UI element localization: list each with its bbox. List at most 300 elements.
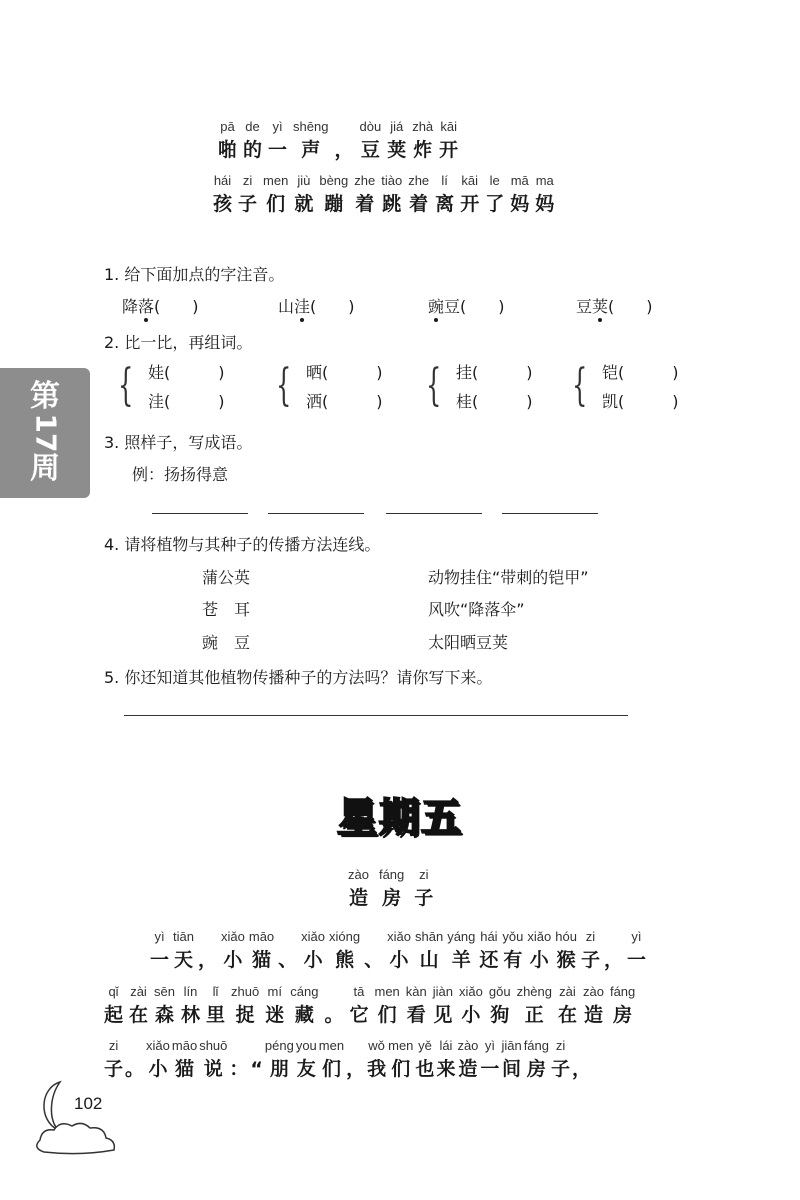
question-1-item[interactable] <box>122 294 199 317</box>
ruby-char <box>243 118 262 164</box>
hanzi: 我 <box>367 1058 387 1080</box>
pinyin: fáng <box>523 1038 549 1053</box>
pinyin: gǒu <box>488 984 511 999</box>
ruby-char <box>367 1037 386 1083</box>
story-line-3 <box>104 1037 591 1083</box>
hanzi: 还 <box>479 949 499 971</box>
ruby-char <box>173 928 194 974</box>
ruby-char <box>447 928 475 974</box>
pinyin: yì <box>272 119 283 134</box>
q1-text: 降 <box>122 297 139 316</box>
question-1-item[interactable] <box>278 294 355 317</box>
compare-word[interactable]: 娃( ) <box>148 363 225 382</box>
hanzi: 藏 <box>294 1004 314 1026</box>
ruby-char <box>558 983 577 1029</box>
ruby-char <box>433 983 453 1029</box>
pinyin: zi <box>419 867 429 882</box>
hanzi: 开 <box>460 193 480 215</box>
pinyin: zào <box>583 984 604 999</box>
hanzi: 猴 <box>556 949 576 971</box>
plant-item-1[interactable]: 蒲公英 <box>202 568 251 587</box>
answer-line-q3-4[interactable] <box>502 513 598 514</box>
pinyin: zhe <box>408 173 430 188</box>
hanzi: 天 <box>173 949 193 971</box>
pinyin: zào <box>348 867 369 882</box>
pinyin: de <box>245 119 260 134</box>
pinyin: tiān <box>173 929 194 944</box>
q1-text: ( ) <box>608 297 653 316</box>
ruby-char <box>387 118 406 164</box>
ruby-char <box>414 866 433 912</box>
pinyin: xiǎo <box>221 929 245 944</box>
compare-group <box>276 360 383 412</box>
ruby-char <box>265 1037 294 1083</box>
poem-line-1 <box>218 118 458 164</box>
compare-group <box>572 360 679 412</box>
pinyin: tā <box>353 984 365 999</box>
side-tab-top: 第 <box>30 379 60 414</box>
pinyin: cáng <box>290 984 319 999</box>
pinyin: tiào <box>381 173 403 188</box>
hanzi: 子 <box>551 1058 571 1080</box>
hanzi: 子 <box>238 193 258 215</box>
hanzi: 了 <box>485 193 505 215</box>
hanzi: 迷 <box>265 1004 285 1026</box>
pinyin: lí <box>441 173 448 188</box>
hanzi: 熊 <box>335 949 355 971</box>
ruby-char <box>324 983 343 1029</box>
hanzi: 小 <box>389 949 409 971</box>
hanzi: 小 <box>529 949 549 971</box>
pinyin: yě <box>418 1038 432 1053</box>
ruby-char <box>319 172 348 218</box>
pinyin: xiǎo <box>387 929 411 944</box>
pinyin: fáng <box>609 984 636 999</box>
ruby-char <box>501 1037 521 1083</box>
hanzi: 小 <box>303 949 323 971</box>
ruby-char <box>406 983 427 1029</box>
hanzi: ， <box>197 949 217 971</box>
pinyin: lái <box>439 1038 453 1053</box>
ruby-char <box>572 1037 591 1083</box>
q1-text: 山 <box>278 297 295 316</box>
hanzi: 一 <box>480 1058 500 1080</box>
ruby-char <box>250 1037 263 1083</box>
method-item-1[interactable]: 动物挂住“带刺的铠甲” <box>428 568 589 587</box>
pinyin: shēng <box>293 119 329 134</box>
hanzi: 来 <box>436 1058 456 1080</box>
hanzi: 一 <box>626 949 646 971</box>
ruby-char <box>364 928 383 974</box>
question-2-title: 2. 比一比，再组词。 <box>104 333 253 352</box>
pinyin: lǐ <box>212 984 219 999</box>
ruby-char <box>198 928 217 974</box>
hanzi: 、 <box>364 949 384 971</box>
dotted-char: 荚 <box>592 297 609 316</box>
hanzi: 房 <box>382 887 402 909</box>
ruby-char <box>218 118 237 164</box>
hanzi: ， <box>572 1058 592 1080</box>
ruby-char <box>485 172 504 218</box>
ruby-char <box>627 928 646 974</box>
pinyin: mā <box>510 173 529 188</box>
answer-line-q5[interactable] <box>124 715 628 716</box>
hanzi: 友 <box>296 1058 316 1080</box>
hanzi: 荚 <box>387 139 407 161</box>
compare-word[interactable]: 凯( ) <box>602 392 679 411</box>
pinyin: men <box>388 1038 414 1053</box>
hanzi: 里 <box>206 1004 226 1026</box>
pinyin: xiǎo <box>459 984 483 999</box>
method-item-3[interactable]: 太阳晒豆荚 <box>428 633 509 652</box>
ruby-char <box>265 983 284 1029</box>
plant-item-2[interactable]: 苍 耳 <box>202 600 251 619</box>
hanzi: 猫 <box>252 949 272 971</box>
ruby-char <box>502 928 523 974</box>
pinyin: xióng <box>329 929 361 944</box>
hanzi: 也 <box>415 1058 435 1080</box>
dotted-char: 豌 <box>428 297 445 316</box>
hanzi: ， <box>346 1058 366 1080</box>
brace-icon: { <box>118 360 134 411</box>
pinyin: jiàn <box>432 984 453 999</box>
hanzi: 啪 <box>218 139 238 161</box>
pinyin: zào <box>457 1038 479 1053</box>
question-5-title: 5. 你还知道其他植物传播种子的方法吗？请你写下来。 <box>104 668 493 687</box>
pinyin: wǒ <box>368 1038 385 1053</box>
pinyin: pā <box>220 119 235 134</box>
hanzi: 看 <box>406 1004 426 1026</box>
hanzi: 小 <box>223 949 243 971</box>
ruby-char <box>278 928 297 974</box>
ruby-char <box>379 866 404 912</box>
pinyin: zi <box>242 173 253 188</box>
pinyin: hái <box>480 929 498 944</box>
pinyin: yì <box>484 1038 495 1053</box>
ruby-char <box>535 172 554 218</box>
question-1-item[interactable] <box>576 294 653 317</box>
compare-group <box>426 360 533 412</box>
hanzi: 着 <box>355 193 375 215</box>
ruby-char <box>129 983 148 1029</box>
hanzi: 狗 <box>490 1004 510 1026</box>
ruby-char <box>206 983 225 1029</box>
hanzi: 们 <box>321 1058 341 1080</box>
ruby-char <box>374 983 399 1029</box>
hanzi: 一 <box>268 139 288 161</box>
pinyin: shuō <box>199 1038 228 1053</box>
ruby-char <box>412 118 433 164</box>
hanzi: 子 <box>104 1058 124 1080</box>
ruby-char <box>231 983 259 1029</box>
hanzi: 林 <box>181 1004 201 1026</box>
page-number: 102 <box>74 1094 103 1113</box>
pinyin: kāi <box>440 119 457 134</box>
pinyin: zhà <box>412 119 434 134</box>
hanzi: 小 <box>461 1004 481 1026</box>
pinyin: māo <box>248 929 275 944</box>
pinyin: jiān <box>501 1038 522 1053</box>
pinyin: zài <box>559 984 576 999</box>
ruby-char <box>435 172 454 218</box>
ruby-char <box>489 983 511 1029</box>
pinyin: qǐ <box>108 984 119 999</box>
ruby-char <box>517 983 552 1029</box>
pinyin: men <box>263 173 289 188</box>
hanzi: 们 <box>266 193 286 215</box>
ruby-char <box>263 172 288 218</box>
hanzi: 有 <box>503 949 523 971</box>
hanzi: 造 <box>348 887 368 909</box>
answer-line-q3-1[interactable] <box>152 513 248 514</box>
side-tab-bottom: 周 <box>30 451 60 486</box>
ruby-char <box>527 928 551 974</box>
ruby-char <box>510 172 529 218</box>
hanzi: 正 <box>524 1004 544 1026</box>
hanzi: 妈 <box>535 193 555 215</box>
question-3-example: 例：扬扬得意 <box>132 465 229 484</box>
hanzi: 离 <box>435 193 455 215</box>
ruby-char <box>436 1037 455 1083</box>
ruby-char <box>555 928 577 974</box>
ruby-char <box>348 866 369 912</box>
ruby-char <box>104 983 123 1029</box>
dotted-char: 落 <box>138 297 155 316</box>
ruby-char <box>457 1037 478 1083</box>
hanzi: 就 <box>294 193 314 215</box>
ruby-char <box>213 172 232 218</box>
dotted-char: 洼 <box>294 297 311 316</box>
ruby-char <box>329 928 360 974</box>
pinyin: zi <box>585 929 596 944</box>
hanzi: 跳 <box>382 193 402 215</box>
ruby-char <box>381 172 402 218</box>
pinyin: lín <box>183 984 198 999</box>
hanzi: 的 <box>243 139 263 161</box>
ruby-char <box>604 928 623 974</box>
hanzi: 起 <box>104 1004 124 1026</box>
hanzi: 房 <box>526 1058 546 1080</box>
answer-line-q3-3[interactable] <box>386 513 482 514</box>
hanzi: ， <box>334 139 354 161</box>
hanzi: 们 <box>391 1058 411 1080</box>
pinyin: men <box>318 1038 345 1053</box>
question-3-title: 3. 照样子，写成语。 <box>104 433 253 452</box>
week-side-tab <box>0 368 90 498</box>
compare-word[interactable]: 洼( ) <box>148 392 225 411</box>
ruby-char <box>408 172 429 218</box>
pinyin: zhe <box>354 173 376 188</box>
ruby-char <box>181 983 200 1029</box>
hanzi: 孩 <box>213 193 233 215</box>
q1-text: ( ) <box>310 297 355 316</box>
hanzi: 。 <box>324 1004 344 1026</box>
pinyin: xiǎo <box>301 929 326 944</box>
ruby-char <box>551 1037 570 1083</box>
ruby-char <box>439 118 458 164</box>
moon-cloud-icon <box>20 1070 130 1160</box>
pinyin: péng <box>264 1038 294 1053</box>
compare-word[interactable]: 洒( ) <box>306 392 383 411</box>
ruby-char <box>296 1037 317 1083</box>
pinyin: xiǎo <box>146 1038 170 1053</box>
question-1-title: 1. 给下面加点的字注音。 <box>104 265 285 284</box>
brace-icon: { <box>276 360 292 411</box>
story-line-1 <box>150 928 646 974</box>
hanzi: 小 <box>148 1058 168 1080</box>
hanzi: 开 <box>439 139 459 161</box>
ruby-char <box>172 1037 197 1083</box>
question-4-title: 4. 请将植物与其种子的传播方法连线。 <box>104 535 381 554</box>
ruby-char <box>354 172 375 218</box>
ruby-char <box>387 928 411 974</box>
ruby-char <box>524 1037 549 1083</box>
ruby-char <box>480 1037 499 1083</box>
story-title <box>348 866 433 912</box>
hanzi: 子 <box>414 887 434 909</box>
hanzi: 、 <box>278 949 298 971</box>
hanzi: 朋 <box>269 1058 289 1080</box>
pinyin: zhèng <box>516 984 552 999</box>
hanzi: 在 <box>557 1004 577 1026</box>
hanzi: 造 <box>458 1058 478 1080</box>
brace-icon: { <box>572 360 588 411</box>
hanzi: 炸 <box>413 139 433 161</box>
ruby-char <box>268 118 287 164</box>
pinyin: fáng <box>378 867 405 882</box>
hanzi: 森 <box>155 1004 175 1026</box>
ruby-char <box>146 1037 170 1083</box>
hanzi: 蹦 <box>324 193 344 215</box>
hanzi: 捉 <box>235 1004 255 1026</box>
pinyin: zi <box>555 1038 566 1053</box>
pinyin: zi <box>108 1038 119 1053</box>
brace-icon: { <box>426 360 442 411</box>
ruby-char <box>459 983 483 1029</box>
pinyin: ma <box>535 173 554 188</box>
ruby-char <box>460 172 479 218</box>
hanzi: 一 <box>150 949 170 971</box>
pinyin: jiá <box>390 119 404 134</box>
hanzi: 见 <box>433 1004 453 1026</box>
pinyin: zài <box>130 984 147 999</box>
ruby-char <box>334 118 353 164</box>
pinyin: dòu <box>359 119 382 134</box>
hanzi: 们 <box>377 1004 397 1026</box>
hanzi: 妈 <box>510 193 530 215</box>
compare-group <box>118 360 225 412</box>
ruby-char <box>238 172 257 218</box>
hanzi: 房 <box>613 1004 633 1026</box>
hanzi: 豆 <box>360 139 380 161</box>
q1-text: 豆 <box>576 297 593 316</box>
pinyin: bèng <box>319 173 349 188</box>
hanzi: 羊 <box>451 949 471 971</box>
pinyin: shān <box>414 929 444 944</box>
hanzi: “ <box>250 1058 263 1080</box>
pinyin: yǒu <box>502 929 524 944</box>
pinyin: hóu <box>555 929 577 944</box>
pinyin: yì <box>154 929 165 944</box>
compare-word[interactable]: 晒( ) <box>306 363 383 382</box>
method-item-2[interactable]: 风吹“降落伞” <box>428 600 525 619</box>
hanzi: 子 <box>580 949 600 971</box>
hanzi: 在 <box>129 1004 149 1026</box>
day-title: 星期五 <box>337 795 463 841</box>
hanzi: 着 <box>409 193 429 215</box>
ruby-char <box>229 1037 248 1083</box>
plant-item-3[interactable]: 豌 豆 <box>202 633 251 652</box>
ruby-char <box>359 118 381 164</box>
q1-text: ( ) <box>460 297 505 316</box>
hanzi: ： <box>229 1058 249 1080</box>
ruby-char <box>294 172 313 218</box>
ruby-char <box>479 928 498 974</box>
pinyin: you <box>295 1038 317 1053</box>
compare-word[interactable]: 铠( ) <box>602 363 679 382</box>
compare-word[interactable]: 挂( ) <box>456 363 533 382</box>
poem-line-2 <box>213 172 554 218</box>
ruby-char <box>199 1037 227 1083</box>
hanzi: 造 <box>583 1004 603 1026</box>
hanzi: ， <box>603 949 623 971</box>
pinyin: māo <box>171 1038 198 1053</box>
ruby-char <box>249 928 274 974</box>
pinyin: jiù <box>297 173 311 188</box>
hanzi: 说 <box>203 1058 223 1080</box>
ruby-char <box>346 1037 365 1083</box>
hanzi: 山 <box>419 949 439 971</box>
hanzi: 。 <box>125 1058 145 1080</box>
q1-text: 豆 <box>444 297 461 316</box>
pinyin: men <box>374 984 400 999</box>
ruby-char <box>301 928 325 974</box>
pinyin: kàn <box>405 984 427 999</box>
pinyin: zhuō <box>231 984 260 999</box>
hanzi: 间 <box>502 1058 522 1080</box>
q1-text: ( ) <box>154 297 199 316</box>
ruby-char <box>319 1037 344 1083</box>
ruby-char <box>221 928 245 974</box>
ruby-char <box>293 118 328 164</box>
ruby-char <box>290 983 318 1029</box>
story-line-2 <box>104 983 635 1029</box>
compare-word[interactable]: 桂( ) <box>456 392 533 411</box>
pinyin: le <box>489 173 500 188</box>
pinyin: sēn <box>154 984 175 999</box>
ruby-char <box>583 983 604 1029</box>
ruby-char <box>415 928 443 974</box>
pinyin: mí <box>267 984 282 999</box>
pinyin: yáng <box>447 929 476 944</box>
ruby-char <box>150 928 169 974</box>
ruby-char <box>349 983 368 1029</box>
pinyin: hái <box>213 173 232 188</box>
ruby-char <box>388 1037 413 1083</box>
ruby-char <box>154 983 175 1029</box>
ruby-char <box>610 983 635 1029</box>
side-tab-number: 17 <box>29 413 62 453</box>
question-1-item[interactable] <box>428 294 505 317</box>
ruby-char <box>415 1037 434 1083</box>
hanzi: 猫 <box>175 1058 195 1080</box>
hanzi: 它 <box>349 1004 369 1026</box>
ruby-char <box>581 928 600 974</box>
pinyin: yì <box>631 929 642 944</box>
pinyin: kāi <box>461 173 478 188</box>
answer-line-q3-2[interactable] <box>268 513 364 514</box>
hanzi: 声 <box>301 139 321 161</box>
